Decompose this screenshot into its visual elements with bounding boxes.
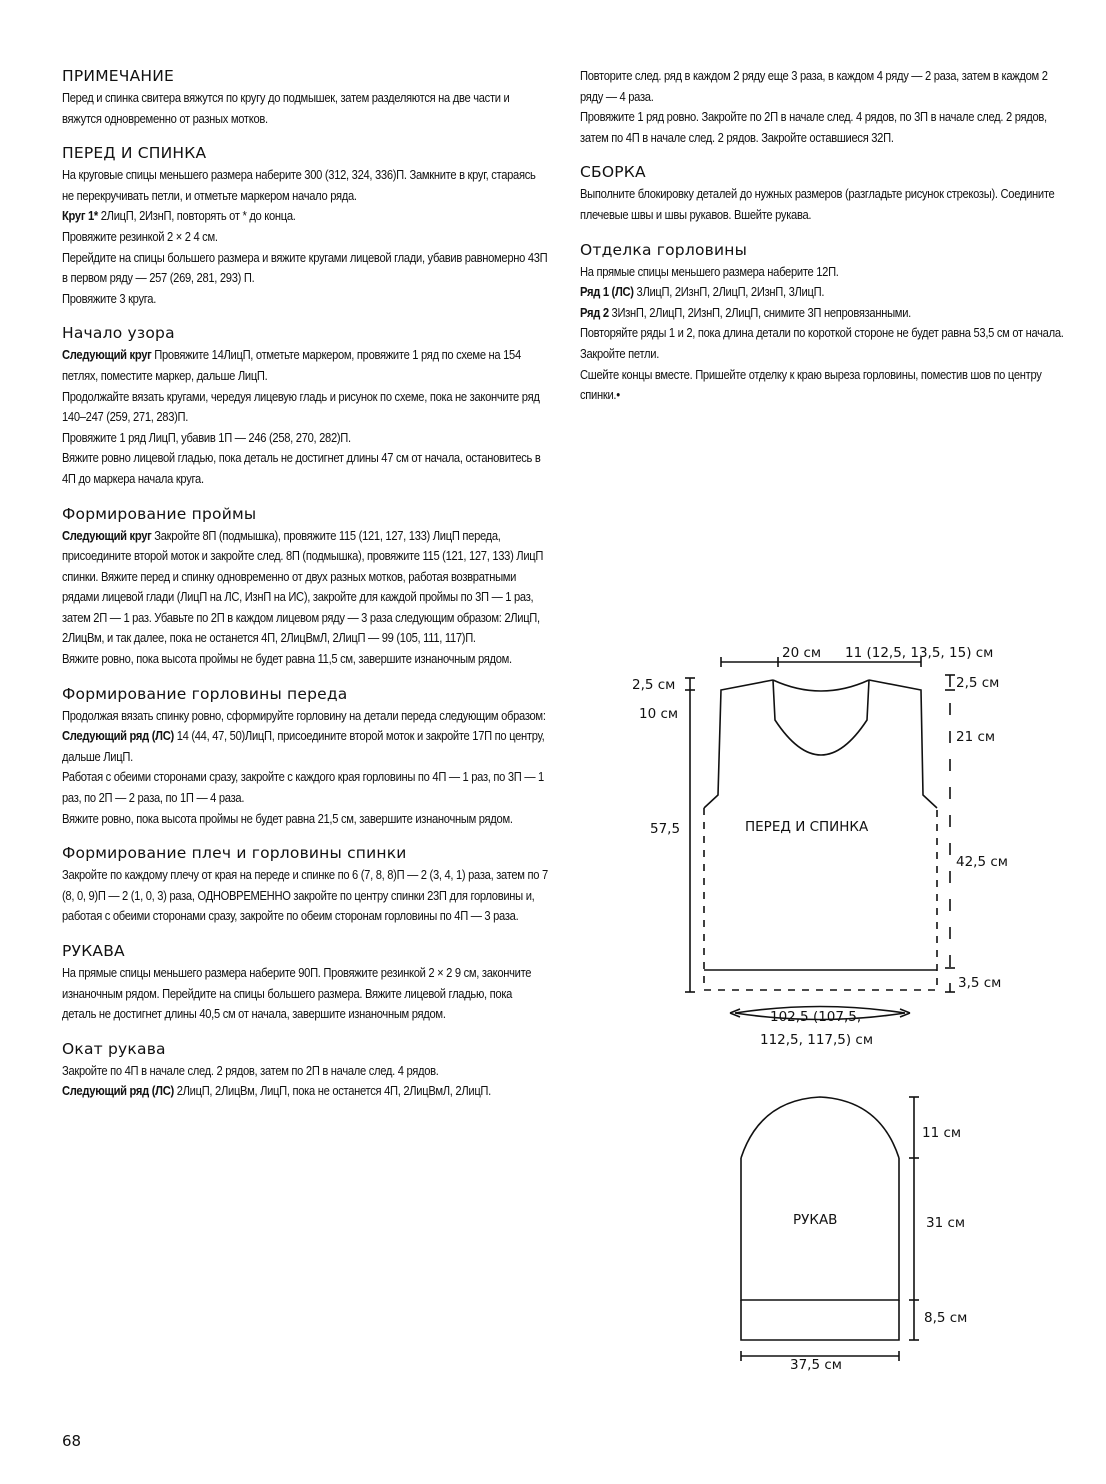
page-number: 68 [62, 1432, 82, 1450]
paragraph-text: Провяжите 1 ряд ровно. Закройте по 2П в начале след. 4 рядов, по 3П в начале след. 2 рядов, затем по 4П в начале след. 2 рядов. Закройте оставшиеся 32П. [580, 109, 1047, 145]
rib-height-label: 3,5 см [958, 975, 1002, 991]
paragraph-text: Провяжите резинкой 2 × 2 4 см. [62, 228, 218, 244]
section-heading: Начало узора [62, 324, 175, 343]
section-heading: Отделка горловины [580, 240, 748, 259]
bold-lead: Следующий ряд (ЛС) [62, 1083, 174, 1099]
sleeve-piece-label: РУКАВ [793, 1212, 838, 1228]
total-length-label: 57,5 [650, 821, 681, 837]
paragraph-text: Вяжите ровно, пока высота проймы не будет равна 11,5 см, завершите изнаночным рядом. [62, 651, 512, 667]
sleeve-length-label: 31 см [926, 1215, 966, 1231]
paragraph-text: Провяжите 1 ряд ЛицП, убавив 1П — 246 (258, 270, 282)П. [62, 429, 351, 445]
paragraph-text: Повторяйте ряды 1 и 2, пока длина детали по короткой стороне не будет равна 53,5 см от начала. Закройте петли. [580, 325, 1064, 361]
shoulder-drop-label: 2,5 см [632, 677, 676, 693]
sleeve-dimension-lines [741, 1097, 919, 1361]
paragraph-text: Продолжая вязать спинку ровно, сформируйте горловину на детали переда следующим образом: [62, 707, 546, 723]
body-dimension-lines [685, 657, 955, 1020]
section-heading: Формирование проймы [62, 504, 257, 523]
back-neck-depth-label: 2,5 см [956, 675, 1000, 691]
paragraph-text: Закройте по 4П в начале след. 2 рядов, затем по 2П в начале след. 4 рядов. [62, 1062, 439, 1078]
paragraph-text: 3ИзнП, 2ЛицП, 2ИзнП, 2ЛицП, снимите 3П непровязанными. [608, 304, 911, 320]
section-heading: ПРИМЕЧАНИЕ [62, 67, 175, 85]
cuff-height-label: 8,5 см [924, 1310, 968, 1326]
neck-width-label: 20 см [782, 645, 822, 661]
bold-lead: Ряд 1 (ЛС) [580, 284, 634, 300]
paragraph-text: 14 (44, 47, 50)ЛицП, присоедините второй моток и закройте 17П по центру, дальше ЛицП. [62, 728, 545, 764]
paragraph-text: 2ЛицП, 2ИзнП, повторять от * до конца. [97, 208, 296, 224]
bold-lead: Следующий круг [62, 527, 152, 543]
circumference-label-1: 102,5 (107,5, [770, 1009, 862, 1025]
sleeve-labels [790, 1125, 967, 1373]
section-heading: Формирование горловины переда [62, 684, 348, 703]
body-labels [632, 645, 1008, 1048]
bold-lead: Круг 1* [62, 208, 98, 224]
body-length-label: 42,5 см [956, 854, 1008, 870]
sleeve-width-label: 37,5 см [790, 1357, 842, 1373]
circumference-label-2: 112,5, 117,5) см [760, 1032, 874, 1048]
paragraph-text: Вяжите ровно лицевой гладью, пока деталь не достигнет длины 47 см от начала, остановитесь в 4П до маркера начала круга. [62, 450, 541, 486]
section-heading: РУКАВА [62, 942, 125, 960]
paragraph-text: Продолжайте вязать кругами, чередуя лицевую гладь и рисунок по схеме, пока не закончите ряд 140–247 (259, 271, 283)П. [62, 388, 540, 425]
body-outline [704, 680, 937, 990]
paragraph-text: Сшейте концы вместе. Пришейте отделку к краю выреза горловины, поместив шов по центру спинки.• [580, 366, 1042, 403]
paragraph-text: 3ЛицП, 2ИзнП, 2ЛицП, 2ИзнП, 3ЛицП. [633, 284, 825, 300]
paragraph-text: Работая с обеими сторонами сразу, закройте с каждого края горловины по 4П — 1 раз, по 3П — 1 раз, по 2П — 2 раза, по 1П — 4 раза. [62, 769, 544, 806]
cap-height-label: 11 см [922, 1125, 962, 1141]
paragraph-text: Вяжите ровно, пока высота проймы не будет равна 21,5 см, завершите изнаночным рядом. [62, 810, 513, 826]
paragraph-text: Выполните блокировку деталей до нужных размеров (разгладьте рисунок стрекозы). Соедините плечевые швы и швы рукавов. Вшейте рукава. [580, 186, 1055, 222]
body-piece-label: ПЕРЕД И СПИНКА [745, 819, 869, 835]
shoulder-width-label: 11 (12,5, 13,5, 15) см [845, 645, 994, 661]
paragraph-text: Провяжите 14ЛицП, отметьте маркером, провяжите 1 ряд по схеме на 154 петлях, поместите маркер, дальше ЛицП. [62, 347, 521, 383]
bold-lead: Следующий круг [62, 347, 152, 363]
section-heading: СБОРКА [580, 163, 646, 182]
section-heading: Окат рукава [62, 1039, 166, 1058]
paragraph-text: Закройте 8П (подмышка), провяжите 115 (121, 127, 133) ЛицП переда, присоедините второй моток и закройте след. 8П (подмышка), провяжите 115 (121, 127, 133) ЛицП спинки. Вяжите перед и спинку одновременно от двух разных мотков, работая возвратными рядами лицевой глади (ЛицП на ЛС, ИзнП на ИС), закройте для каждой проймы по 3П — 1 раз, затем 2П — 1 раз. Убавьте по 2П в каждом лицевом ряду — 3 раза следующим образом: 2ЛицП, 2ЛицВм, и так далее, пока не останется 4П, 2ЛицВмЛ, 2ЛицП — 99 (105, 111, 117)П. [62, 527, 544, 646]
front-neck-depth-label: 10 см [639, 706, 679, 722]
paragraph-text: На прямые спицы меньшего размера наберите 12П. [580, 263, 839, 279]
bold-lead: Следующий ряд (ЛС) [62, 728, 174, 744]
paragraph-text: Перейдите на спицы большего размера и вяжите кругами лицевой глади, убавив равномерно 43П в первом ряду — 257 (269, 281, 293) П. [62, 249, 548, 286]
paragraph-text: На прямые спицы меньшего размера наберите 90П. Провяжите резинкой 2 × 2 9 см, закончите изнаночным рядом. Перейдите на спицы большего размера. Вяжите лицевой гладью, пока деталь не достигнет длины 40,5 см от начала, завершите изнаночным рядом. [62, 965, 532, 1022]
paragraph-text: Повторите след. ряд в каждом 2 ряду еще 3 раза, в каждом 4 ряду — 2 раза, затем в каждом 2 ряду — 4 раза. [580, 68, 1048, 104]
section-heading: Формирование плеч и горловины спинки [62, 844, 407, 863]
paragraph-text: Провяжите 3 круга. [62, 290, 157, 306]
armhole-depth-label: 21 см [956, 729, 996, 745]
bold-lead: Ряд 2 [580, 304, 609, 320]
paragraph-text: 2ЛицП, 2ЛицВм, ЛицП, пока не останется 4П, 2ЛицВмЛ, 2ЛицП. [173, 1083, 491, 1099]
section-heading: ПЕРЕД И СПИНКА [62, 144, 207, 163]
paragraph-text: Закройте по каждому плечу от края на переде и спинке по 6 (7, 8, 8)П — 2 (3, 4, 1) раза, затем по 7 (8, 0, 9)П — 2 (1, 0, 3) раза, ОДНОВРЕМЕННО закройте по центру спинки 23П для горловины и, работая с обеими сторонами сразу, закройте по обеим сторонам горловины по 4П — 3 раза. [62, 867, 548, 924]
paragraph-text: На круговые спицы меньшего размера наберите 300 (312, 324, 336)П. Замкните в круг, стараясь не перекручивать петли, и отметьте маркером начало ряда. [62, 167, 536, 203]
paragraph-text: Перед и спинка свитера вяжутся по кругу до подмышек, затем разделяются на две части и вяжутся одновременно от разных мотков. [62, 90, 510, 126]
